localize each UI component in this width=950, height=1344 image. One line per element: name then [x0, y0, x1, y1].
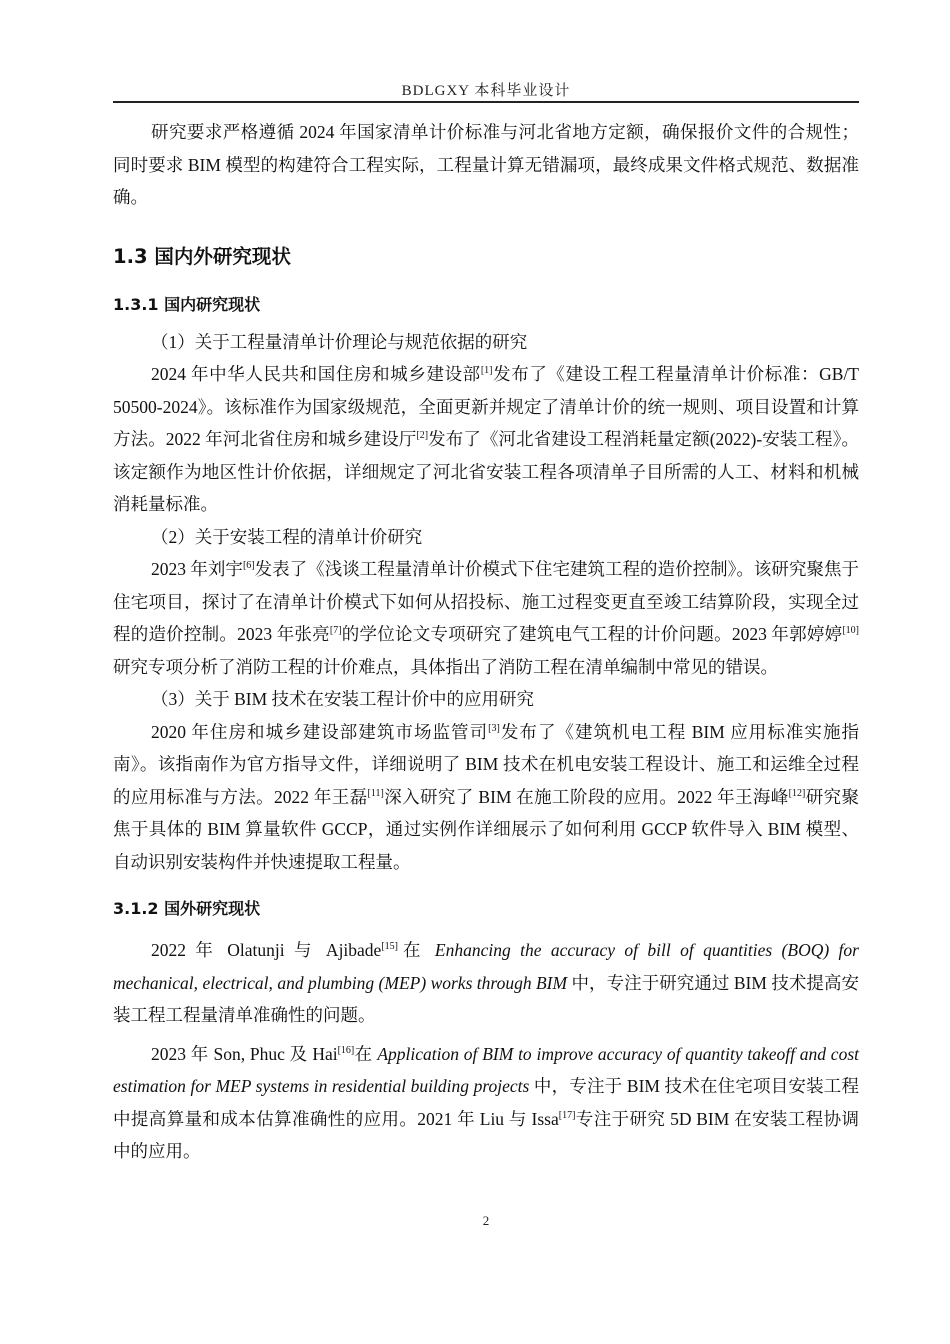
text-run: 发布了《建筑机电工程 BIM 应用标准实施指南》。该指南作为官方指导文件，详细说明了 BIM 技术在机电安装工程设计、施工和运维全过程的应用标准与方法。2022 年王磊: [113, 721, 860, 807]
text-run: 在: [354, 1043, 378, 1064]
citation: [2]: [416, 430, 429, 441]
paragraph-bim-application: [113, 716, 859, 879]
text-run: 中，专注于 BIM 技术在住宅项目安装工程中提高算量和成本估算准确性的应用。2021 年 Liu 与 Issa: [113, 1076, 859, 1129]
citation: [11]: [367, 787, 384, 799]
citation: [15]: [381, 941, 398, 952]
text-run: 的学位论文专项研究了建筑电气工程的计价问题。2023 年郭婷婷: [341, 624, 843, 644]
text-run: 在: [398, 940, 435, 960]
subheading-1: （1）关于工程量清单计价理论与规范依据的研究: [151, 331, 528, 352]
text-run: 2024 年中华人民共和国住房和城乡建设部: [151, 364, 481, 384]
text-run: 发表了《浅谈工程量清单计价模式下住宅建筑工程的造价控制》。该研究聚焦于住宅项目，探讨了在清单计价模式下如何从招投标、施工过程变更直至竣工结算阶段，实现全过程的造价控制。2023 年张亮: [113, 559, 860, 644]
page-number: 2: [482, 1213, 490, 1228]
section-heading-1-3-1: 1.3.1 国内研究现状: [113, 294, 261, 314]
section-heading-1-3: 1.3 国内外研究现状: [113, 244, 291, 268]
citation: [16]: [337, 1044, 355, 1056]
citation: [6]: [242, 560, 255, 571]
paragraph-foreign-1: [113, 934, 859, 1032]
paragraph-install-pricing: [113, 553, 859, 683]
text-run: 2020 年住房和城乡建设部建筑市场监管司: [151, 721, 489, 742]
page-body: [113, 116, 859, 1168]
section-heading-3-1-2: 3.1.2 国外研究现状: [113, 899, 261, 918]
citation: [3]: [488, 722, 500, 734]
text-run: 专注于研究 5D BIM 在安装工程协调中的应用。: [113, 1108, 859, 1161]
text-run: 深入研究了 BIM 在施工阶段的应用。2022 年王海峰: [383, 786, 789, 807]
paper-title: Application of BIM to improve accuracy of quantity takeoff and cost estimation for MEP systems in residential building projects: [113, 1043, 859, 1096]
paragraph-standards: [113, 358, 859, 521]
paper-title: Enhancing the accuracy of bill of quantities (BOQ) for mechanical, electrical, and plumbing (MEP) works through BIM: [113, 940, 859, 993]
text-run: 2022 年 Olatunji 与 Ajibade: [151, 940, 382, 960]
citation: [10]: [842, 625, 860, 636]
intro-paragraph: 研究要求严格遵循 2024 年国家清单计价标准与河北省地方定额，确保报价文件的合规性；同时要求 BIM 模型的构建符合工程实际，工程量计算无错漏项，最终成果文件格式规范、数据准确。: [113, 122, 859, 207]
text-run: 2023 年 Son, Phuc 及 Hai: [151, 1043, 338, 1064]
text-run: 发布了《河北省建设工程消耗量定额(2022)-安装工程》。该定额作为地区性计价依据，详细规定了河北省安装工程各项清单子目所需的人工、材料和机械消耗量标准。: [113, 429, 860, 514]
paragraph-foreign-2: [113, 1038, 859, 1168]
text-run: 发布了《建设工程工程量清单计价标准：GB/T 50500-2024》。该标准作为国家级规范，全面更新并规定了清单计价的统一规则、项目设置和计算方法。2022 年河北省住房和城乡建设厅: [113, 364, 859, 449]
running-header: BDLGXY 本科毕业设计: [401, 83, 571, 99]
subheading-2: （2）关于安装工程的清单计价研究: [151, 526, 423, 547]
citation: [1]: [480, 365, 493, 376]
text-run: 研究专项分析了消防工程的计价难点，具体指出了消防工程在清单编制中常见的错误。: [113, 656, 778, 677]
citation: [7]: [329, 625, 342, 636]
citation: [12]: [788, 787, 806, 799]
text-run: 2023 年刘宇: [151, 559, 243, 579]
citation: [17]: [558, 1109, 576, 1121]
subheading-3: （3）关于 BIM 技术在安装工程计价中的应用研究: [151, 689, 535, 709]
text-run: 中，专注于研究通过 BIM 技术提高安装工程工程量清单准确性的问题。: [113, 972, 859, 1025]
header-rule: [113, 101, 859, 103]
text-run: 研究聚焦于具体的 BIM 算量软件 GCCP，通过实例作详细展示了如何利用 GCCP 软件导入 BIM 模型、自动识别安装构件并快速提取工程量。: [113, 786, 860, 872]
